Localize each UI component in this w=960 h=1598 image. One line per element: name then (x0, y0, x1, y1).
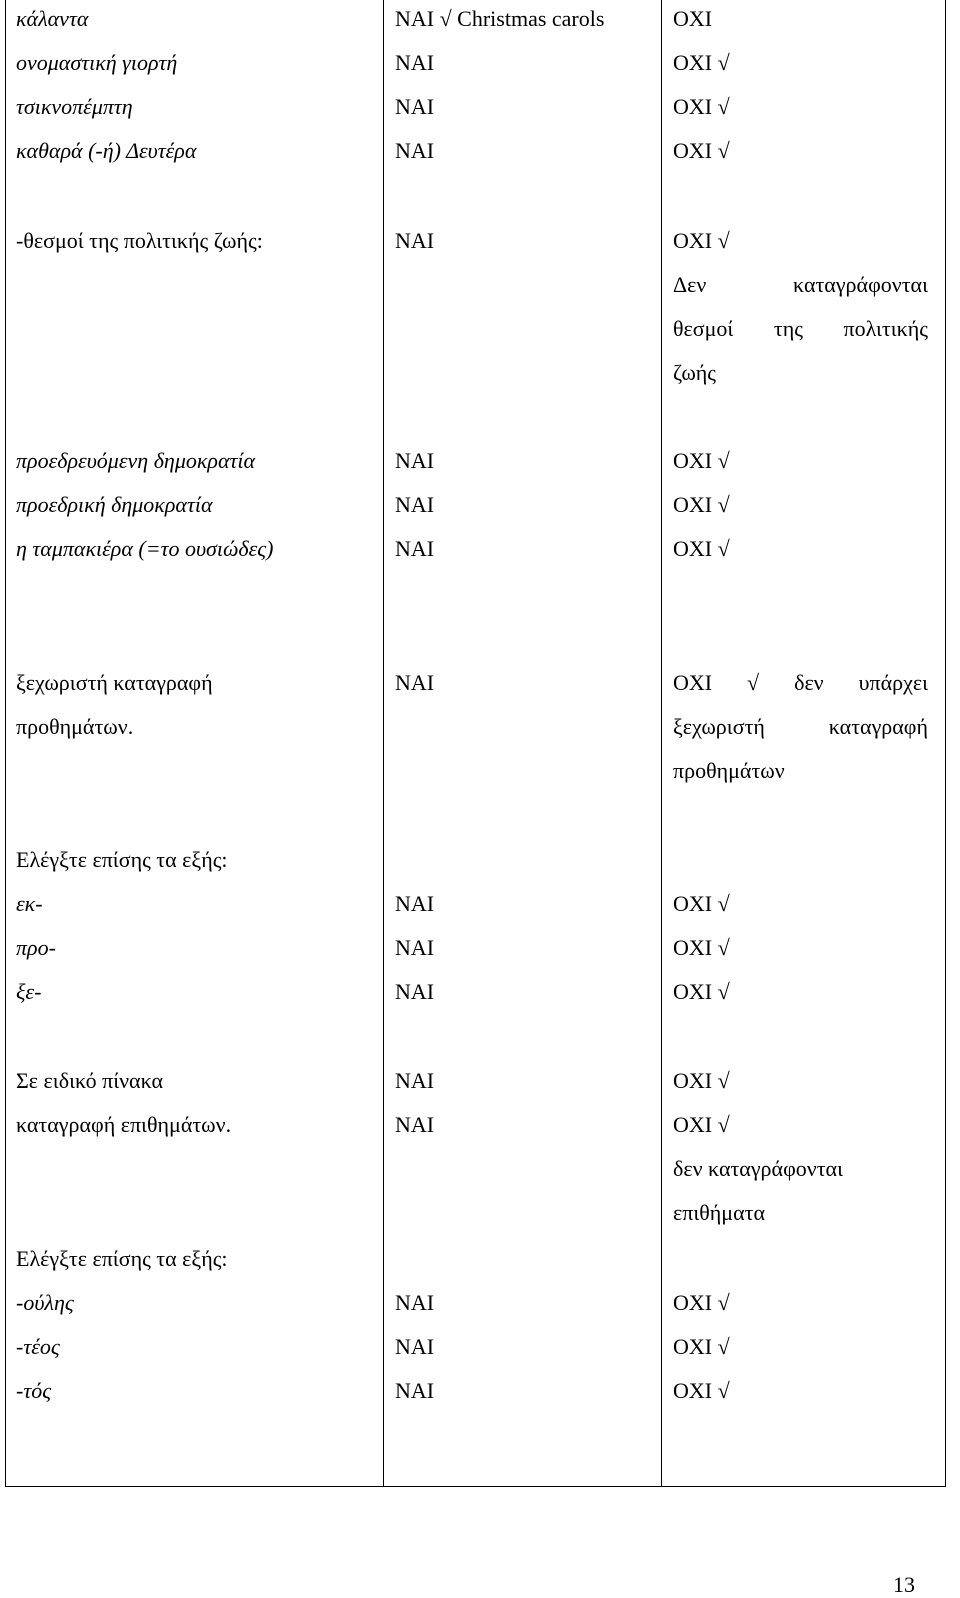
row-5-note-line-3: ζωής (673, 360, 717, 385)
row-20-yes: ΝΑΙ (395, 1378, 435, 1403)
page-number: 13 (893, 1572, 915, 1597)
column-divider-1 (383, 0, 384, 1487)
row-4-no: ΟΧΙ √ (673, 138, 730, 163)
row-2-no: ΟΧΙ √ (673, 50, 730, 75)
row-5-note-line-1: Δεν καταγράφονται (673, 272, 928, 297)
row-14-no: ΟΧΙ √ (673, 979, 730, 1004)
row-10-note-line-2: προθημάτων (673, 758, 785, 783)
row-7-no: ΟΧΙ √ (673, 492, 730, 517)
row-10-note-line-1: ξεχωριστή καταγραφή (673, 714, 928, 739)
row-9-yes: ΝΑΙ (395, 670, 435, 695)
row-9-no: ΟΧΙ √ δεν υπάρχει (673, 670, 928, 695)
row-16-note-line-1: δεν καταγράφονται (673, 1156, 843, 1181)
row-4-yes: ΝΑΙ (395, 138, 435, 163)
row-19-no: ΟΧΙ √ (673, 1334, 730, 1359)
row-9-term: ξεχωριστή καταγραφή (16, 670, 213, 695)
row-8-yes: ΝΑΙ (395, 536, 435, 561)
row-13-term: προ- (16, 935, 56, 960)
row-5-term: -θεσμοί της πολιτικής ζωής: (16, 228, 263, 253)
row-1-yes: ΝΑΙ √ Christmas carols (395, 6, 605, 31)
row-13-no: ΟΧΙ √ (673, 935, 730, 960)
row-15-yes: ΝΑΙ (395, 1068, 435, 1093)
row-7-term: προεδρική δημοκρατία (16, 492, 213, 517)
row-10-term: προθημάτων. (16, 714, 134, 739)
row-12-yes: ΝΑΙ (395, 891, 435, 916)
row-16-yes: ΝΑΙ (395, 1112, 435, 1137)
row-5-note-line-2: θεσμοί της πολιτικής (673, 316, 928, 341)
row-20-no: ΟΧΙ √ (673, 1378, 730, 1403)
row-14-term: ξε- (16, 979, 42, 1004)
row-6-no: ΟΧΙ √ (673, 448, 730, 473)
row-11-heading: Ελέγξτε επίσης τα εξής: (16, 847, 228, 872)
row-16-term: καταγραφή επιθημάτων. (16, 1112, 232, 1137)
row-8-no: ΟΧΙ √ (673, 536, 730, 561)
row-18-yes: ΝΑΙ (395, 1290, 435, 1315)
row-12-term: εκ- (16, 891, 43, 916)
row-14-yes: ΝΑΙ (395, 979, 435, 1004)
row-20-term: -τός (16, 1378, 52, 1403)
row-1-term: κάλαντα (16, 6, 89, 31)
row-13-yes: ΝΑΙ (395, 935, 435, 960)
column-divider-2 (661, 0, 662, 1487)
row-18-term: -ούλης (16, 1290, 74, 1315)
row-5-no: ΟΧΙ √ (673, 228, 730, 253)
row-6-yes: ΝΑΙ (395, 448, 435, 473)
row-12-no: ΟΧΙ √ (673, 891, 730, 916)
row-6-term: προεδρευόμενη δημοκρατία (16, 448, 256, 473)
row-2-yes: ΝΑΙ (395, 50, 435, 75)
row-16-no: ΟΧΙ √ (673, 1112, 730, 1137)
row-15-term: Σε ειδικό πίνακα (16, 1068, 164, 1093)
row-16-note-line-2: επιθήματα (673, 1200, 765, 1225)
row-7-yes: ΝΑΙ (395, 492, 435, 517)
row-3-term: τσικνοπέμπτη (16, 94, 133, 119)
row-5-yes: ΝΑΙ (395, 228, 435, 253)
row-19-term: -τέος (16, 1334, 60, 1359)
row-4-term: καθαρά (-ή) Δευτέρα (16, 138, 197, 163)
row-15-no: ΟΧΙ √ (673, 1068, 730, 1093)
row-19-yes: ΝΑΙ (395, 1334, 435, 1359)
row-1-no: ΟΧΙ (673, 6, 713, 31)
row-8-term: η ταμπακιέρα (=το ουσιώδες) (16, 536, 274, 561)
row-2-term: ονομαστική γιορτή (16, 50, 178, 75)
row-17-heading: Ελέγξτε επίσης τα εξής: (16, 1246, 228, 1271)
row-3-yes: ΝΑΙ (395, 94, 435, 119)
row-18-no: ΟΧΙ √ (673, 1290, 730, 1315)
row-3-no: ΟΧΙ √ (673, 94, 730, 119)
